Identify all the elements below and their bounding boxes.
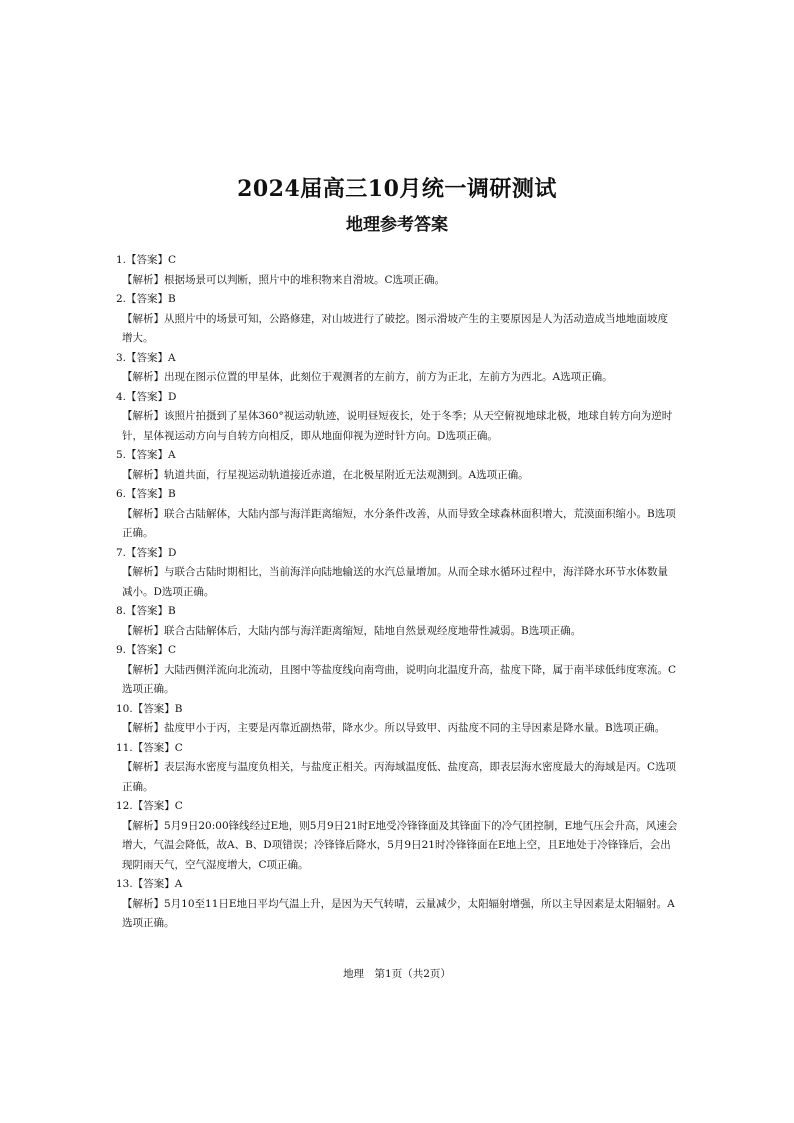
answer-item xyxy=(116,797,678,875)
answer-text: 【答案】B xyxy=(126,293,176,305)
answer-item xyxy=(116,602,678,641)
question-number: 12. xyxy=(116,800,133,812)
answer-line xyxy=(116,544,678,564)
question-number: 9. xyxy=(116,644,127,656)
answer-line xyxy=(116,349,678,369)
answer-line xyxy=(116,875,678,895)
analysis-text: 【解析】联合古陆解体，大陆内部与海洋距离缩短，水分条件改善，从而导致全球森林面积增大，荒漠面积缩小。B选项正确。 xyxy=(122,507,676,539)
analysis-text: 【解析】轨道共面，行星视运动轨道接近赤道，在北极星附近无法观测到。A选项正确。 xyxy=(122,468,529,481)
answer-line xyxy=(116,485,678,505)
answer-text: 【答案】D xyxy=(126,546,177,559)
answer-line xyxy=(116,290,678,310)
answer-text: 【答案】B xyxy=(132,702,183,715)
analysis-text: 【解析】该照片拍摄到了星体360°视运动轨迹，说明昼短夜长，处于冬季；从天空俯视地球北极，地球自转方向为逆时针，星体视运动方向与自转方向相反，即从地面仰视为逆时针方向。D选项正确。 xyxy=(122,410,673,442)
answer-line xyxy=(116,388,678,408)
question-number: 8. xyxy=(116,605,127,617)
page-footer: 地理 第1页（共2页） xyxy=(343,968,451,980)
answer-item xyxy=(116,641,678,700)
analysis-text: 【解析】盐度甲小于丙，主要是丙靠近副热带，降水少。所以导致甲、丙盐度不同的主导因素是降水量。B选项正确。 xyxy=(122,722,666,734)
answer-text: 【答案】A xyxy=(132,878,183,890)
answer-list xyxy=(116,251,678,934)
question-number: 2. xyxy=(116,293,127,305)
answer-item xyxy=(116,251,678,290)
answer-text: 【答案】C xyxy=(132,800,183,812)
answer-item xyxy=(116,700,678,739)
question-number: 7. xyxy=(116,546,127,559)
answer-item xyxy=(116,388,678,447)
question-number: 10. xyxy=(116,702,133,715)
answer-text: 【答案】B xyxy=(126,488,176,500)
analysis-text: 【解析】与联合古陆时期相比，当前海洋向陆地输送的水汽总量增加。从而全球水循环过程中，海洋降水环节水体数量减小。D选项正确。 xyxy=(122,566,668,598)
answer-text: 【答案】A xyxy=(126,351,176,364)
analysis-text: 【解析】表层海水密度与温度负相关，与盐度正相关。丙海域温度低、盐度高，即表层海水密度最大的海域是丙。C选项正确。 xyxy=(122,761,677,793)
answer-text: 【答案】C xyxy=(132,741,183,754)
analysis-text: 【解析】大陆西侧洋流向北流动，且图中等盐度线向南弯曲，说明向北温度升高，盐度下降，属于南半球低纬度寒流。C选项正确。 xyxy=(122,663,677,695)
question-number: 4. xyxy=(116,390,127,403)
analysis-text: 【解析】联合古陆解体后，大陆内部与海洋距离缩短，陆地自然景观经度地带性减弱。B选项正确。 xyxy=(122,624,582,637)
answer-item xyxy=(116,290,678,349)
question-number: 1. xyxy=(116,254,127,266)
answer-text: 【答案】A xyxy=(126,449,176,461)
answer-line xyxy=(116,641,678,661)
answer-text: 【答案】B xyxy=(126,605,176,617)
answer-item xyxy=(116,544,678,603)
answer-item xyxy=(116,875,678,934)
question-number: 5. xyxy=(116,449,127,461)
analysis-text: 【解析】根据场景可以判断，照片中的堆积物来自滑坡。C选项正确。 xyxy=(122,273,446,286)
answer-item xyxy=(116,485,678,544)
answer-item xyxy=(116,349,678,388)
page-title: 2024届高三10月统一调研测试 xyxy=(237,176,557,202)
question-number: 13. xyxy=(116,878,133,890)
question-number: 11. xyxy=(116,741,133,754)
answer-line xyxy=(116,602,678,622)
answer-item xyxy=(116,739,678,798)
answer-line xyxy=(116,797,678,817)
answer-text: 【答案】C xyxy=(126,254,177,266)
answer-line xyxy=(116,739,678,759)
analysis-text: 【解析】从照片中的场景可知，公路修建，对山坡进行了破挖。图示滑坡产生的主要原因是人为活动造成当地地面坡度增大。 xyxy=(122,312,668,344)
analysis-text: 【解析】5月10至11日E地日平均气温上升，是因为天气转晴，云量减少，太阳辐射增强，所以主导因素是太阳辐射。A选项正确。 xyxy=(122,897,675,929)
question-number: 6. xyxy=(116,488,127,500)
answer-item xyxy=(116,446,678,485)
analysis-text: 【解析】出现在图示位置的甲星体，此刻位于观测者的左前方，前方为正北，左前方为西北。A选项正确。 xyxy=(122,371,613,383)
page-subtitle: 地理参考答案 xyxy=(346,215,448,235)
answer-line xyxy=(116,251,678,271)
answer-line xyxy=(116,446,678,466)
analysis-text: 【解析】5月9日20:00锋线经过E地，则5月9日21时E地受冷锋锋面及其锋面下的冷气团控制，E地气压会升高，风速会增大，气温会降低，故A、B、D项错误；冷锋锋后降水，5月9日21时冷锋锋面在E地上空，且E地处于冷锋锋后，会出现阴雨天气，空气湿度增大，C项正确。 xyxy=(122,819,678,871)
answer-text: 【答案】D xyxy=(126,390,177,403)
answer-line xyxy=(116,700,678,720)
answer-text: 【答案】C xyxy=(126,644,177,656)
question-number: 3. xyxy=(116,351,127,364)
